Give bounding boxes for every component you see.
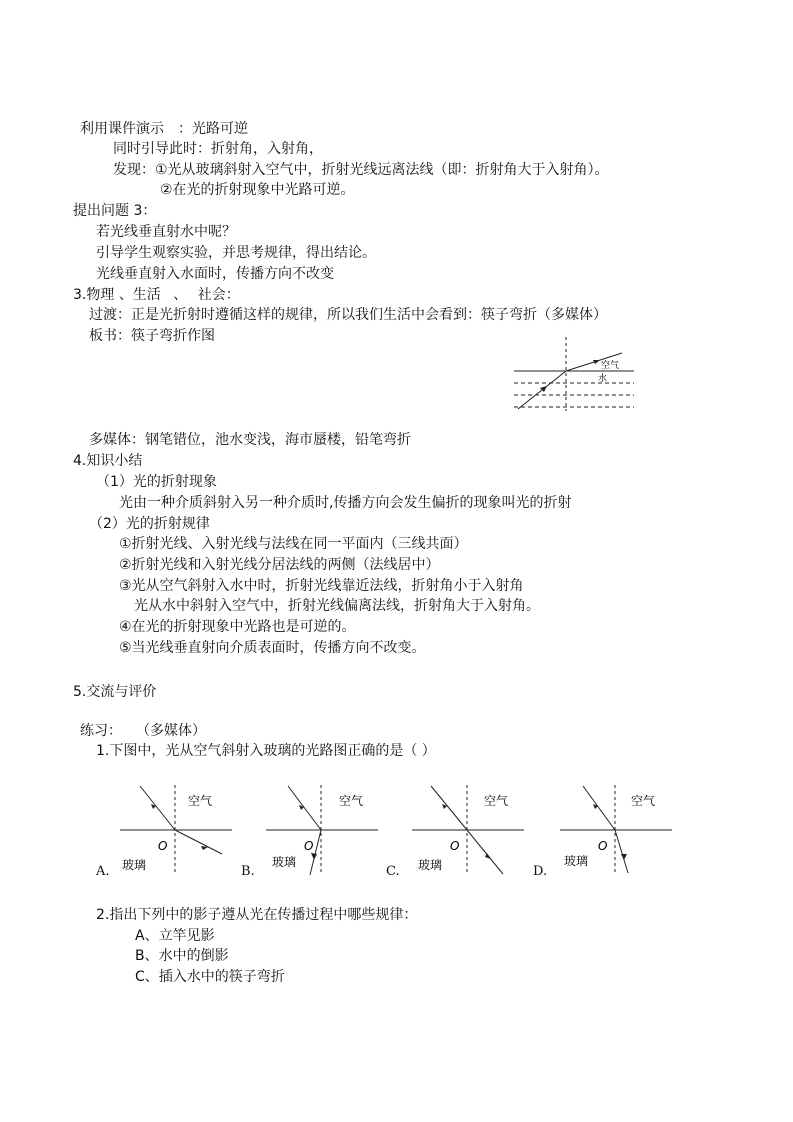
diagram-label-air: 空气 xyxy=(601,361,620,371)
practice-title xyxy=(80,722,206,740)
practice-title-media: （多媒体） xyxy=(136,723,206,739)
label-glass: 玻璃 xyxy=(564,854,589,868)
option-b-diagram xyxy=(264,783,382,875)
label-o: O xyxy=(304,839,314,853)
label-air: 空气 xyxy=(188,794,213,808)
refracted-arrow xyxy=(485,853,491,859)
incident-ray xyxy=(583,786,615,830)
diagram-label-water: 水 xyxy=(598,374,608,384)
option-d-diagram xyxy=(558,783,676,875)
sec4-point-2: （2）光的折射规律 xyxy=(89,516,210,532)
sec3-head-society: 社会： xyxy=(197,287,240,303)
label-air: 空气 xyxy=(484,794,509,808)
incident-ray xyxy=(288,786,321,830)
sec4-rule-4: ④在光的折射现象中光路也是可逆的。 xyxy=(119,619,356,635)
sec4-definition: 光由一种介质斜射入另一种介质时,传播方向会发生偏折的现象叫光的折射 xyxy=(119,495,572,511)
incident-ray xyxy=(140,786,175,830)
demo-guide: 同时引导此时：折射角，入射角， xyxy=(113,141,323,157)
incident-ray xyxy=(431,786,467,830)
demo-line xyxy=(80,120,248,138)
label-glass: 玻璃 xyxy=(272,855,297,869)
refracted-ray xyxy=(467,830,503,874)
option-a-diagram xyxy=(118,783,236,875)
label-o: O xyxy=(450,839,460,853)
demo-prefix: 利用课件演示 xyxy=(80,121,164,137)
demo-find-1: 发现：①光从玻璃斜射入空气中，折射光线远离法线（即：折射角大于入射角）。 xyxy=(113,162,609,178)
q2-item-a: A、立竿见影 xyxy=(135,928,215,944)
sec3-media: 多媒体：钢笔错位，池水变浅，海市蜃楼，铅笔弯折 xyxy=(89,432,411,448)
option-c-label: C. xyxy=(386,864,400,879)
label-glass: 玻璃 xyxy=(122,858,147,872)
sec4-rule-2: ②折射光线和入射光线分居法线的两侧（法线居中） xyxy=(119,557,440,573)
option-a-label: A. xyxy=(96,864,110,879)
option-b-label: B. xyxy=(241,864,255,879)
q3-conclusion: 光线垂直射入水面时，传播方向不改变 xyxy=(96,266,334,282)
sec3-board: 板书：筷子弯折作图 xyxy=(89,328,215,344)
refracted-ray xyxy=(615,830,628,873)
demo-find-2: ②在光的折射现象中光路可逆。 xyxy=(160,182,355,198)
practice-title-label: 练习： xyxy=(80,723,122,739)
label-glass: 玻璃 xyxy=(418,858,443,872)
sec5-title: 5.交流与评价 xyxy=(73,684,157,700)
label-o: O xyxy=(158,839,168,853)
sec3-head-sep: 、 xyxy=(173,287,188,303)
refracted-arrow xyxy=(311,853,317,860)
q2-item-c: C、插入水中的筷子弯折 xyxy=(135,969,285,985)
sec3-head-physics: 3.物理 xyxy=(73,287,115,303)
label-air: 空气 xyxy=(339,794,364,808)
q3-question: 若光线垂直射水中呢？ xyxy=(96,224,236,240)
demo-suffix: ：光路可逆 xyxy=(178,121,248,137)
sec4-point-1: （1）光的折射现象 xyxy=(96,474,217,490)
option-c-diagram xyxy=(410,783,528,875)
label-o: O xyxy=(598,839,608,853)
practice-question-1: 1.下图中，光从空气斜射入玻璃的光路图正确的是（ ） xyxy=(96,743,436,759)
q2-item-b: B、水中的倒影 xyxy=(135,948,229,964)
sec3-head-life: 、生活 xyxy=(118,287,161,303)
q3-title: 提出问题 3： xyxy=(73,203,157,219)
diagram-arrow-air xyxy=(593,360,600,364)
sec4-rule-3a: ③光从空气斜射入水中时，折射光线靠近法线，折射角小于入射角 xyxy=(119,578,524,594)
sec4-rule-3b: 光从水中斜射入空气中，折射光线偏离法线，折射角大于入射角。 xyxy=(134,598,540,614)
sec3-transition: 过渡：正是光折射时遵循这样的规律，所以我们生活中会看到：筷子弯折（多媒体） xyxy=(89,307,607,323)
sec4-rule-1: ①折射光线、入射光线与法线在同一平面内（三线共面） xyxy=(119,536,468,552)
sec3-heading xyxy=(73,286,240,304)
refracted-arrow xyxy=(621,854,627,860)
chopstick-diagram xyxy=(512,335,637,413)
q3-guide: 引导学生观察实验，并思考规律，得出结论。 xyxy=(96,245,376,261)
sec4-title: 4.知识小结 xyxy=(73,453,143,469)
practice-question-2: 2.指出下列中的影子遵从光在传播过程中哪些规律： xyxy=(96,907,418,923)
refracted-ray xyxy=(175,830,222,854)
sec4-rule-5: ⑤当光线垂直射向介质表面时，传播方向不改变。 xyxy=(119,640,426,656)
label-air: 空气 xyxy=(631,794,656,808)
option-d-label: D. xyxy=(533,864,548,879)
